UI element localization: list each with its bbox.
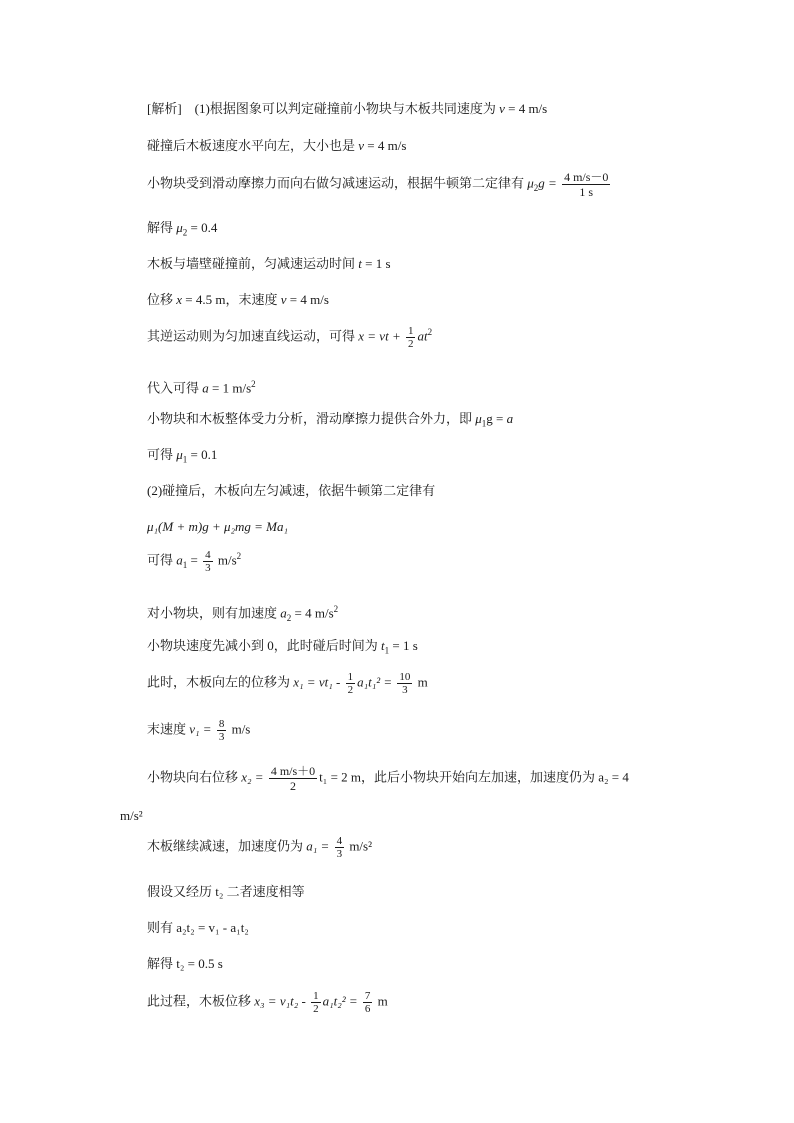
math-var: v (499, 101, 505, 116)
line-analysis-14 (147, 601, 338, 626)
denominator: 2 (313, 1003, 319, 1015)
denominator: 3 (205, 561, 211, 574)
line-analysis-9 (147, 411, 513, 432)
text: 可得 (147, 447, 177, 462)
subscript: 1 (182, 559, 188, 570)
superscript: 2 (427, 327, 433, 337)
text: 则有 a₂t₂ = v₁ - a₁t₂ (147, 920, 249, 935)
text: = 4.5 m，末速度 (182, 292, 281, 307)
math-var: v (358, 138, 365, 153)
text: 解得 t₂ = 0.5 s (147, 956, 223, 971)
math-var: v (280, 292, 287, 307)
subscript: 1 (481, 418, 487, 429)
text: 小物块受到滑动摩擦力而向右做匀减速运动，根据牛顿第二定律有 (147, 175, 528, 191)
math-expr: x = vt + (358, 328, 404, 344)
text: 小物块速度先减小到 0，此时碰后时间为 (147, 638, 382, 653)
math-var: μ (176, 447, 183, 462)
math-expr: a₁t₁² = (357, 674, 396, 690)
text: 木板与墙壁碰撞前，匀减速运动时间 (147, 256, 359, 271)
denominator: 6 (364, 1003, 371, 1015)
fraction (346, 671, 356, 696)
text: 末速度 (147, 721, 190, 737)
math-var: a (280, 605, 287, 621)
numerator: 1 (407, 324, 414, 337)
text: m (374, 993, 388, 1009)
text: m/s (214, 552, 237, 568)
line-analysis-16 (147, 671, 428, 696)
line-analysis-18 (147, 764, 629, 793)
subscript: 1 (384, 645, 390, 656)
line-analysis-8 (147, 376, 256, 396)
math-var: t (358, 256, 362, 271)
line-analysis-3 (147, 170, 612, 199)
subscript: 2 (286, 612, 292, 623)
line-analysis-13 (147, 548, 241, 574)
denominator: 2 (347, 684, 354, 696)
text: 解得 (147, 220, 177, 235)
math-var: t (381, 638, 385, 653)
numerator: 7 (364, 990, 371, 1002)
numerator: 10 (399, 671, 411, 683)
text: g = (486, 411, 507, 426)
fraction (203, 549, 213, 574)
line-analysis-21 (147, 920, 249, 936)
text: 小物块和木板整体受力分析，滑动摩擦力提供合外力，即 (147, 411, 476, 426)
math-expr: a₁t₂² = (322, 993, 361, 1009)
math-var: a (176, 552, 183, 568)
denominator: 2 (269, 778, 317, 793)
text: 碰撞后木板速度水平向左，大小也是 (147, 138, 359, 153)
text: 假设又经历 t₂ 二者速度相等 (147, 884, 305, 899)
text: m/s² (120, 808, 143, 823)
text: t₁ = 2 m，此后小物块开始向左加速，加速度仍为 a₂ = 4 (319, 769, 629, 785)
text: = 0.4 (187, 220, 218, 235)
text: 此时，木板向左的位移为 (147, 674, 294, 690)
text: 其逆运动则为匀加速直线运动，可得 (147, 328, 359, 344)
line-analysis-2 (147, 138, 406, 154)
math-expr: μ₁(M + m)g + μ₂mg = Ma₁ (147, 519, 289, 534)
line-analysis-6 (147, 292, 329, 308)
line-analysis-5 (147, 256, 391, 272)
text: 此过程，木板位移 (147, 993, 255, 1009)
numerator: 1 (313, 990, 319, 1002)
text: 木板继续减速，加速度仍为 (147, 838, 307, 854)
text: 位移 (147, 292, 177, 307)
text: = 1 s (389, 638, 418, 653)
text: m/s (228, 721, 251, 737)
denominator: 2 (407, 337, 414, 350)
text: = (187, 552, 202, 568)
fraction (363, 990, 373, 1015)
fraction (406, 325, 416, 350)
denominator: 3 (397, 683, 412, 696)
math-expr: at (417, 328, 428, 344)
math-var: g = (538, 175, 561, 191)
numerator: 4 m/s－0 (564, 170, 609, 184)
line-analysis-15 (147, 638, 418, 659)
superscript: 2 (333, 604, 339, 614)
fraction (311, 990, 321, 1015)
subscript: 2 (533, 183, 539, 194)
math-expr: a₁ = (306, 838, 333, 854)
subscript: 2 (182, 227, 188, 238)
numerator: 4 (205, 548, 211, 561)
numerator: 1 (347, 671, 354, 683)
text: = 0.1 (187, 447, 218, 462)
denominator: 3 (336, 848, 343, 860)
line-analysis-12 (147, 519, 288, 535)
denominator: 1 s (562, 184, 610, 199)
fraction (217, 718, 227, 743)
math-var: μ (475, 411, 482, 426)
math-var: a (202, 380, 209, 396)
numerator: 4 (336, 835, 343, 847)
superscript: 2 (251, 379, 256, 389)
text: 对小物块，则有加速度 (147, 605, 281, 621)
line-analysis-4 (147, 220, 217, 241)
math-var: x (176, 292, 183, 307)
numerator: 8 (218, 718, 225, 730)
text: 代入可得 (147, 380, 203, 396)
line-analysis-19 (147, 835, 372, 860)
fraction (562, 170, 610, 199)
text: m/s² (346, 838, 372, 854)
fraction (335, 835, 345, 860)
text: = 4 m/s (364, 138, 407, 153)
fraction (269, 764, 317, 793)
text: = 4 m/s (291, 605, 334, 621)
text: 可得 (147, 552, 177, 568)
text: = 1 s (361, 256, 391, 271)
math-expr: x₃ = v₁t₂ - (254, 993, 310, 1009)
text: = 4 m/s (504, 101, 548, 116)
math-var: a (506, 411, 514, 426)
math-var: μ (176, 220, 183, 235)
text: m (414, 674, 428, 690)
math-expr: v₁ = (189, 721, 215, 737)
line-analysis-17 (147, 718, 250, 743)
numerator: 4 m/s＋0 (270, 764, 316, 778)
text: (2)碰撞后，木板向左匀减速，依据牛顿第二定律有 (147, 483, 436, 498)
text: = 1 m/s (208, 380, 252, 396)
fraction (397, 671, 412, 696)
line-analysis-20 (147, 884, 305, 900)
line-analysis-10 (147, 447, 217, 468)
math-expr: x₁ = vt₁ - (293, 674, 344, 690)
text: = 4 m/s (286, 292, 329, 307)
line-analysis-1 (147, 101, 547, 117)
text: [解析] (1)根据图象可以判定碰撞前小物块与木板共同速度为 (147, 101, 500, 116)
superscript: 2 (236, 551, 242, 561)
denominator: 3 (218, 731, 225, 743)
math-expr: x₂ = (241, 769, 267, 785)
line-analysis-22 (147, 956, 223, 972)
line-analysis-23 (147, 990, 388, 1015)
subscript: 1 (182, 454, 188, 465)
line-analysis-18-cont (120, 808, 143, 824)
line-analysis-11 (147, 483, 435, 499)
text: 小物块向右位移 (147, 769, 242, 785)
math-var: μ (527, 175, 534, 191)
line-analysis-7 (147, 324, 432, 350)
